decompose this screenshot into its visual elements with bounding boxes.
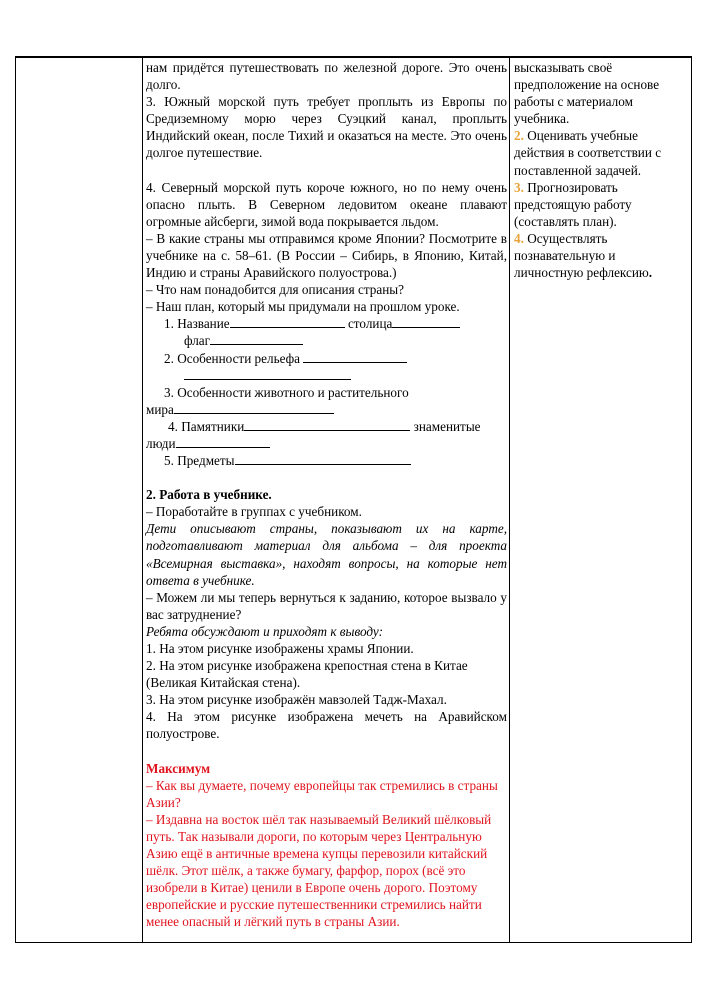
- blank-line: [176, 436, 270, 448]
- plan-item-label: знаменитые: [410, 418, 481, 434]
- country-plan: [146, 315, 507, 469]
- plan-item-1: [146, 315, 507, 332]
- plan-item-label: флаг: [184, 333, 211, 349]
- blank-line: [230, 316, 345, 328]
- outcome-item: высказывать своё предположение на основе работы с материалом учебника.: [514, 60, 660, 127]
- conclusion-item: 4. На этом рисунке изображена мечеть на Аравийском полуострове.: [146, 709, 507, 742]
- column-divider-1: [142, 57, 143, 943]
- plan-item-4: [146, 418, 507, 435]
- outcome-item: [514, 127, 679, 178]
- outcome-text: Осуществлять познавательную и личностную рефлексию: [514, 230, 649, 281]
- blank-line: [174, 402, 334, 414]
- paragraph: нам придётся путешествовать по железной дороге. Это очень долго.: [146, 60, 507, 93]
- outcome-item: [514, 179, 679, 230]
- conclusion-item: 1. На этом рисунке изображены храмы Японии.: [146, 641, 414, 656]
- blank-line: [303, 351, 407, 363]
- activity-description: Ребята обсуждают и приходят к выводу:: [146, 623, 383, 639]
- blank-line: [210, 333, 303, 345]
- plan-item-4-cont: [146, 435, 507, 452]
- outcome-number: 3.: [514, 179, 524, 195]
- learning-outcomes-column: [514, 59, 679, 281]
- blank-line: [392, 316, 460, 328]
- outcome-text: Прогнозировать предстоящую работу (составлять план).: [514, 179, 632, 229]
- plan-item-1-cont: [146, 332, 507, 349]
- plan-item-label: 3. Особенности животного и растительного: [164, 384, 409, 400]
- blank-line: [184, 368, 351, 380]
- plan-item-label: мира: [146, 401, 174, 417]
- question: – Что нам понадобится для описания страны?: [146, 282, 404, 298]
- plan-item-label: 1. Название: [164, 316, 230, 332]
- outcome-text: Оценивать учебные действия в соответствии с поставленной задачей.: [514, 128, 662, 178]
- question: – Можем ли мы теперь вернуться к заданию, которое вызвало у вас затруднение?: [146, 589, 507, 622]
- maximum-title: Максимум: [146, 760, 211, 776]
- activity-description: Дети описывают страны, показывают их на карте, подготавливают материал для альбома – для проекта «Всемирная выставка», находят вопросы, на которые нет ответа в учебнике.: [146, 521, 507, 588]
- outcome-number: 2.: [514, 128, 524, 144]
- outcome-period: .: [648, 265, 653, 281]
- blank-line: [235, 453, 411, 465]
- plan-item-2: [146, 350, 507, 367]
- lesson-content-column: [146, 59, 507, 931]
- section-title: 2. Работа в учебнике.: [146, 487, 272, 503]
- plan-item-label: люди: [146, 435, 176, 451]
- plan-item-label: 4. Памятники: [168, 418, 245, 434]
- plan-item-2-cont: [146, 367, 507, 384]
- maximum-question: – Как вы думаете, почему европейцы так стремились в страны Азии?: [146, 777, 498, 810]
- plan-item-3: [146, 384, 507, 401]
- outcome-item: [514, 230, 679, 281]
- plan-item-label: 5. Предметы: [164, 453, 235, 469]
- conclusion-item: 2. На этом рисунке изображена крепостная стена в Китае (Великая Китайская стена).: [146, 658, 468, 691]
- plan-item-5: [146, 452, 507, 469]
- plan-item-label: 2. Особенности рельефа: [164, 350, 304, 366]
- paragraph: – В какие страны мы отправимся кроме Японии? Посмотрите в учебнике на с. 58–61. (В России – Сибирь, в Японию, Китай, Индию и страны Аравийского полуострова.): [146, 230, 507, 281]
- instruction: – Поработайте в группах с учебником.: [146, 504, 362, 520]
- paragraph: 3. Южный морской путь требует проплыть из Европы по Средиземному морю через Суэцкий канал, проплыть Индийский океан, после Тихий и оказаться на месте. Это очень долгое путешествие.: [146, 94, 507, 161]
- paragraph: 4. Северный морской путь короче южного, но по нему очень опасно плыть. В Северном ледовитом океане плавают огромные айсберги, зимой вода покрывается льдом.: [146, 179, 507, 229]
- conclusion-item: 3. На этом рисунке изображён мавзолей Тадж-Махал.: [146, 692, 447, 708]
- answer: – Наш план, который мы придумали на прошлом уроке.: [146, 299, 460, 315]
- plan-item-3-cont: [146, 401, 507, 418]
- plan-item-label: столица: [344, 316, 393, 332]
- outcome-number: 4.: [514, 230, 524, 246]
- maximum-answer: – Издавна на восток шёл так называемый Великий шёлковый путь. Так называли дороги, по которым через Центральную Азию ещё в античные времена купцы перевозили китайский шёлк. Этот шёлк, а также бумагу, фарфор, порох (всё это изобрели в Китае) ценили в Европе очень дорого. Поэтому европейские и русские путешественники стремились найти менее опасный и лёгкий путь в страны Азии.: [146, 811, 492, 930]
- blank-line: [244, 419, 410, 431]
- column-divider-2: [509, 57, 510, 943]
